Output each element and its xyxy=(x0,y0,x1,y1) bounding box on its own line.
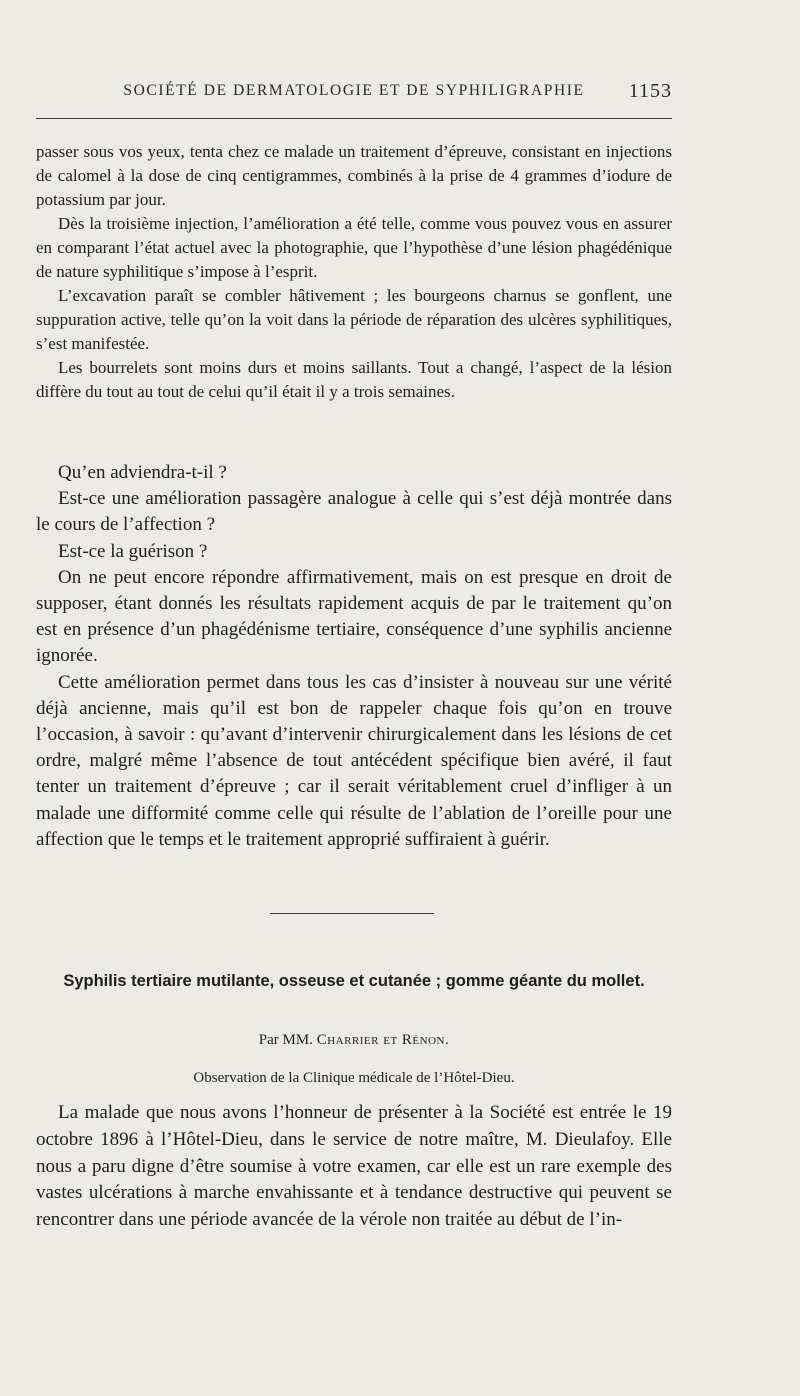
paragraph: Dès la troisième injection, l’amélioration a été telle, comme vous pouvez vous en assurer en comparant l’état actuel avec la photographie, que l’hypothèse d’une lésion phagédénique de nature syphilitique s’impose à l’esprit. xyxy=(36,214,672,281)
byline-authors: Charrier et Rénon. xyxy=(316,1032,450,1048)
paragraph: Est-ce la guérison ? xyxy=(58,540,208,562)
section-divider xyxy=(270,913,434,914)
observation-note: Observation de la Clinique médicale de l’Hôtel-Dieu. xyxy=(193,1070,515,1086)
page-number: 1153 xyxy=(628,80,672,102)
article-title: Syphilis tertiaire mutilante, osseuse et cutanée ; gomme géante du mollet. xyxy=(63,972,645,990)
running-head: SOCIÉTÉ DE DERMATOLOGIE ET DE SYPHILIGRAPHIE xyxy=(123,82,585,99)
article-body xyxy=(36,1100,672,1234)
paragraph: Est-ce une amélioration passagère analogue à celle qui s’est déjà montrée dans le cours de l’affection ? xyxy=(36,488,672,536)
byline-prefix: Par MM. xyxy=(258,1032,313,1048)
paragraph: passer sous vos yeux, tenta chez ce malade un traitement d’épreuve, consistant en injections de calomel à la dose de cinq centigrammes, combinés à la prise de 4 grammes d’iodure de potassium par jour. xyxy=(36,142,672,209)
byline xyxy=(36,1030,672,1050)
continued-text xyxy=(36,140,672,404)
header-rule xyxy=(36,118,672,119)
paragraph: On ne peut encore répondre affirmativement, mais on est presque en droit de supposer, étant donnés les résultats rapidement acquis de par le traitement qu’on est en présence d’un phagédénisme tertiaire, conséquence d’une syphilis ancienne ignorée. xyxy=(36,566,672,667)
paragraph: Cette amélioration permet dans tous les cas d’insister à nouveau sur une vérité déjà ancienne, mais qu’il est bon de rappeler chaque fois qu’on en trouve l’occasion, à savoir : qu’avant d’intervenir chirurgicalement dans les lésions de cet ordre, malgré même l’absence de tout antécédent spécifique bien avéré, il faut tenter un traitement d’épreuve ; car il serait véritablement cruel d’infliger à un malade une difformité comme celle qui résulte de l’ablation de l’oreille pour une affection que le temps et le traitement approprié suffiraient à guérir. xyxy=(36,671,672,850)
paragraph: Qu’en adviendra-t-il ? xyxy=(58,462,227,483)
paragraph: Les bourrelets sont moins durs et moins saillants. Tout a changé, l’aspect de la lésion diffère du tout au tout de celui qu’il était il y a trois semaines. xyxy=(36,358,672,401)
discussion-text xyxy=(36,460,672,853)
paragraph: L’excavation paraît se combler hâtivement ; les bourgeons charnus se gonflent, une suppuration active, telle qu’on la voit dans la période de réparation des ulcères syphilitiques, s’est manifestée. xyxy=(36,286,672,353)
paragraph: La malade que nous avons l’honneur de présenter à la Société est entrée le 19 octobre 1896 à l’Hôtel-Dieu, dans le service de notre maître, M. Dieulafoy. Elle nous a paru digne d’être soumise à votre examen, car elle est un rare exemple des vastes ulcérations à marche envahissante et à tendance destructive qui peuvent se rencontrer dans une période avancée de la vérole non traitée au début de l’in- xyxy=(36,1102,672,1231)
